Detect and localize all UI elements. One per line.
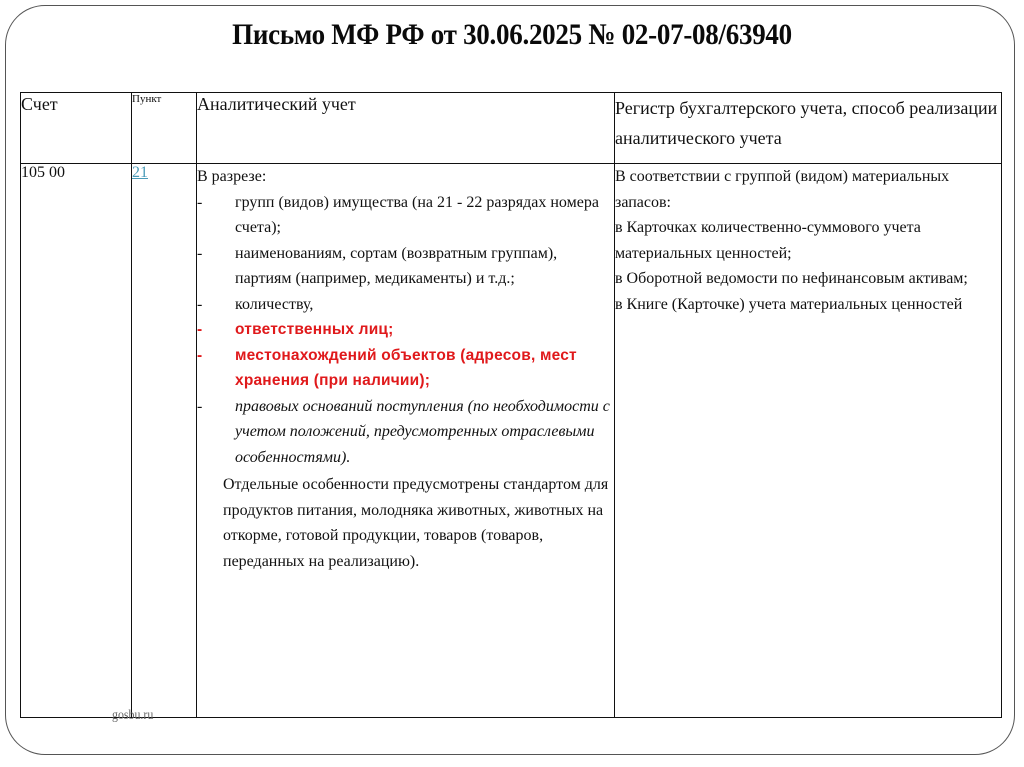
header-register: Регистр бухгалтерского учета, способ реализации аналитического учета — [615, 93, 1002, 164]
bullet-text: групп (видов) имущества (на 21 - 22 разрядах номера счета); — [235, 193, 599, 236]
bullet-dash: - — [197, 346, 203, 364]
analytic-bullet — [197, 190, 614, 241]
analytic-note: Отдельные особенности предусмотрены стандартом для продуктов питания, молодняка животных, животных на откорме, готовой продукции, товаров (товаров, переданных на реализацию). — [223, 476, 609, 570]
watermark: gosbu.ru — [112, 708, 154, 723]
bullet-dash: - — [197, 295, 203, 313]
bullet-text: количеству, — [235, 295, 314, 313]
accounting-register-table — [20, 92, 1002, 718]
register-line: в Оборотной ведомости по нефинансовым активам; — [615, 270, 968, 287]
bullet-dash: - — [197, 321, 203, 338]
bullet-dash: - — [197, 397, 203, 415]
bullet-dash: - — [197, 244, 203, 262]
header-account: Счет — [21, 93, 132, 164]
register-line: в Карточках количественно-суммового учета материальных ценностей; — [615, 219, 921, 262]
register-line: В соответствии с группой (видом) материальных запасов: — [615, 168, 950, 211]
cell-item — [132, 164, 197, 718]
table-header-row — [21, 93, 1002, 164]
analytic-bullet — [197, 292, 614, 318]
analytic-bullet-italic — [197, 394, 614, 471]
register-line: в Книге (Карточке) учета материальных ценностей — [615, 295, 963, 313]
analytic-bullet-highlighted — [197, 317, 614, 343]
header-item: Пункт — [132, 93, 197, 164]
bullet-text: правовых оснований поступления (по необходимости с учетом положений, предусмотренных отраслевыми особенностями). — [235, 397, 610, 466]
item-link[interactable]: 21 — [132, 164, 148, 181]
slide-title: Письмо МФ РФ от 30.06.2025 № 02-07-08/63940 — [232, 18, 792, 51]
bullet-text: наименованиям, сортам (возвратным группам), партиям (например, медикаменты) и т.д.; — [235, 244, 558, 287]
analytic-bullet — [197, 241, 614, 292]
analytic-bullet-highlighted — [197, 343, 614, 394]
table-row — [21, 164, 1002, 718]
analytic-intro: В разрезе: — [197, 168, 267, 185]
bullet-dash: - — [197, 193, 203, 211]
header-analytic: Аналитический учет — [197, 93, 615, 164]
bullet-text: местонахождений объектов (адресов, мест хранения (при наличии); — [235, 346, 577, 389]
cell-register — [615, 164, 1002, 718]
cell-analytic — [197, 164, 615, 718]
cell-account: 105 00 — [21, 164, 132, 718]
bullet-text: ответственных лиц; — [235, 321, 394, 338]
